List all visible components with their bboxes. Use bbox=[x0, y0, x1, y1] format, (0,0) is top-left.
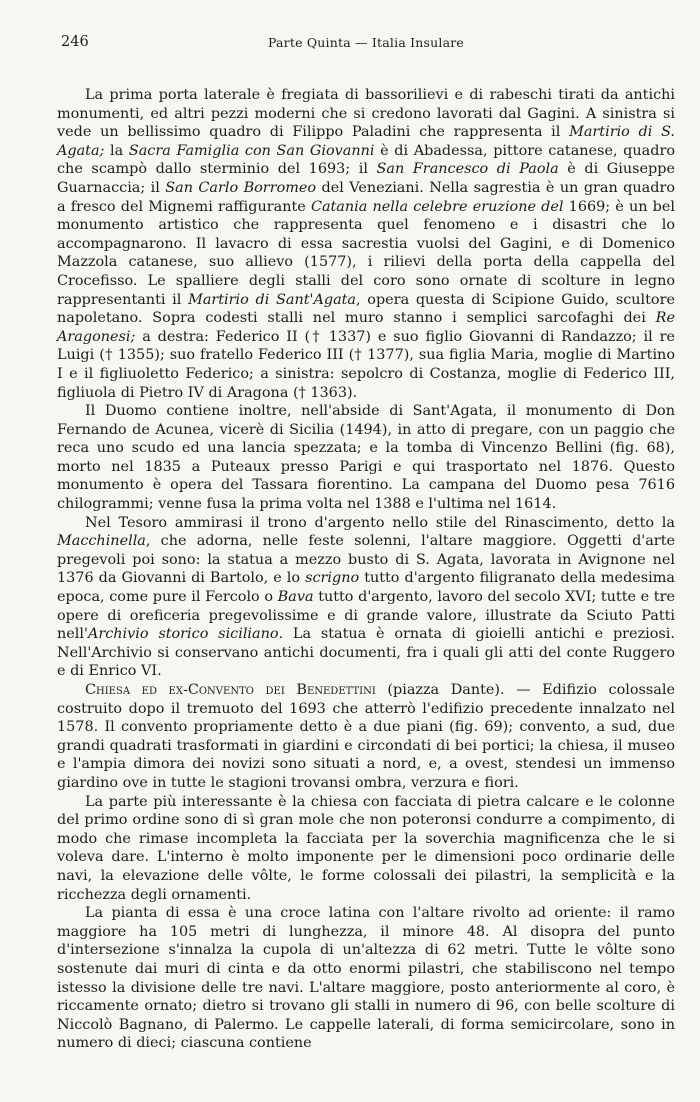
text-run: (piazza Dante). — Edifizio colossale costruito dopo il tremuoto del 1693 che atterrò l'edifizio precedente innalzato nel 1578. Il convento propriamente detto è a due piani (fig. 69); convento, a sud, due grandi quadrati trasformati in giardini e circondati di bei portici; la chiesa, il museo e l'ampia dimora dei novizi sono situati a nord, e, a ovest, stendesi un immenso giardino ove in tutte le stagioni trovansi ombra, verzura e fiori. bbox=[57, 682, 675, 791]
italic-title: Martirio di S. Agata; bbox=[57, 124, 675, 159]
text-run: , opera questa di Scipione Guido, scultore napoletano. Sopra codesti stalli nel muro stanno i semplici sarcofaghi dei bbox=[57, 291, 675, 327]
paragraph bbox=[57, 681, 675, 793]
book-page bbox=[57, 34, 675, 1053]
paragraph bbox=[57, 514, 675, 681]
text-run: . La statua è ornata di gioielli antichi e preziosi. Nell'Archivio si conservano antichi documenti, fra i quali gli atti del conte Ruggero e di Enrico VI. bbox=[57, 626, 675, 680]
text-run: La prima porta laterale è fregiata di bassorilievi e di rabeschi tirati da antichi monumenti, ed altri pezzi moderni che si credono lavorati dal Gagini. A sinistra si vede un bellissimo quadro di Filippo Paladini che rappresenta il bbox=[57, 87, 675, 141]
page-header bbox=[57, 34, 675, 58]
text-run: a destra: Federico II († 1337) e suo figlio Giovanni di Randazzo; il re Luigi († 1355); suo fratello Federico III († 1377), sua figlia Maria, moglie di Martino I e il figliuoletto Federico; a sinistra: sepolcro di Costanza, moglie di Federico III, figliuola di Pietro IV di Aragona († 1363). bbox=[57, 328, 675, 401]
text-run: del Veneziani. Nella sagrestia è un gran quadro a fresco del Mignemi raffigurante bbox=[57, 179, 675, 215]
italic-title: San Carlo Borromeo bbox=[165, 179, 317, 196]
italic-title: San Francesco di Paola bbox=[376, 161, 559, 178]
text-run: La pianta di essa è una croce latina con l'altare rivolto ad oriente: il ramo maggiore ha 105 metri di lunghezza, il minore 48. Al disopra del punto d'intersezione s'innalza la cupola di un'altezza di 62 metri. Tutte le vôlte sono sostenute dai muri di cinta e da otto enormi pilastri, che stabiliscono nel tempo istesso la divisione delle tre navi. L'altare maggiore, posto anteriormente al coro, è riccamente ornato; dietro si trovano gli stalli in numero di 96, con belle scolture di Niccolò Bagnano, di Palermo. Le cappelle laterali, di forma semicircolare, sono in numero di dieci; ciascuna contiene bbox=[57, 905, 675, 1052]
paragraph bbox=[57, 86, 675, 402]
paragraph bbox=[57, 793, 675, 905]
running-title: Parte Quinta — Italia Insulare bbox=[267, 35, 465, 50]
text-run: Nel Tesoro ammirasi il trono d'argento nello stile del Rinascimento, detto la bbox=[85, 514, 675, 531]
italic-title: Catania nella celebre eruzione del bbox=[310, 198, 564, 215]
text-run: La parte più interessante è la chiesa con facciata di pietra calcare e le colonne del primo ordine sono di sì gran mole che non poteronsi condurre a compimento, di modo che rimase incompleta la facciata per la soverchia magnificenza che le si voleva dare. L'interno è molto imponente per le dimensioni poco ordinarie delle navi, la elevazione delle vôlte, le forme colossali dei pilastri, la semplicità e la ricchezza degli ornamenti. bbox=[57, 793, 675, 903]
text-run: è di Abadessa, pittore catanese, quadro che scampò dallo sterminio del 1693; il bbox=[57, 142, 675, 178]
italic-title: Sacra Famiglia con San Giovanni bbox=[128, 142, 375, 159]
text-run: 1669; è un bel monumento artistico che rappresenta quel fenomeno e i disastri che lo accompagnarono. Il lavacro di essa sacrestia vuolsi del Gagini, e di Domenico Mazzola catanese, suo allievo (1577), i rilievi della porta della cappella del Crocefisso. Le spalliere degli stalli del coro sono ornate di scolture in legno rappresentanti il bbox=[57, 198, 676, 308]
text-run: la bbox=[104, 142, 129, 159]
text-run: Il Duomo contiene inoltre, nell'abside di Sant'Agata, il monumento di Don Fernando de Acunea, vicerè di Sicilia (1494), in atto di pregare, con un paggio che reca uno scudo ed una lancia spezzata; e la tomba di Vincenzo Bellini (fig. 68), morto nel 1835 a Puteaux presso Parigi e qui trasportato nel 1876. Questo monumento è opera del Tassara fiorentino. La campana del Duomo pesa 7616 chilogrammi; venne fusa la prima volta nel 1388 e l'ultima nel 1614. bbox=[57, 403, 675, 513]
italic-title: Bava bbox=[277, 589, 314, 606]
italic-title: scrigno bbox=[305, 570, 360, 587]
section-heading: Chiesa ed ex-Convento dei Benedettini bbox=[85, 682, 376, 698]
paragraph bbox=[57, 904, 675, 1053]
italic-title: Macchinella bbox=[57, 533, 146, 550]
page-number: 246 bbox=[61, 34, 89, 50]
italic-title: Re Aragonesi; bbox=[57, 310, 675, 345]
text-run: tutto d'argento filigranato della medesima epoca, come pure il Fercolo o bbox=[57, 570, 676, 606]
text-run: è di Giuseppe Guarnaccia; il bbox=[57, 161, 675, 196]
text-run: tutto d'argento, lavoro del secolo XVI; tutte e tre opere di oreficeria pregevolissime e di grande valore, illustrate da Sciuto Patti nell' bbox=[57, 589, 675, 643]
body-text bbox=[57, 86, 675, 1053]
text-run: , che adorna, nelle feste solenni, l'altare maggiore. Oggetti d'arte pregevoli poi sono: la statua a mezzo busto di S. Agata, lavorata in Avignone nel 1376 da Giovanni di Bartolo, e lo bbox=[57, 533, 675, 587]
italic-title: Archivio storico siciliano bbox=[87, 626, 279, 643]
italic-title: Martirio di Sant'Agata bbox=[188, 291, 357, 308]
paragraph bbox=[57, 402, 675, 514]
